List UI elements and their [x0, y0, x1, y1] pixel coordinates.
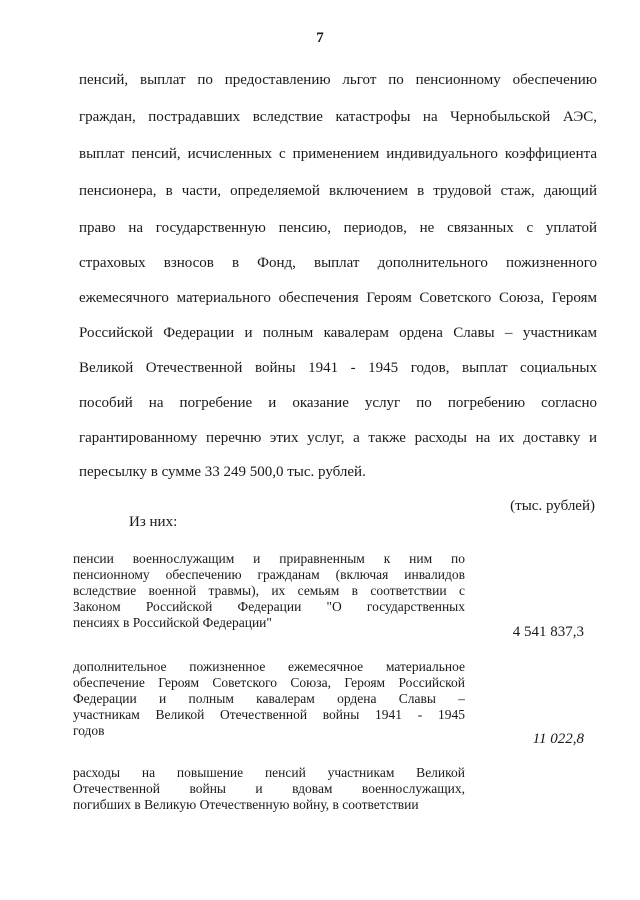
paragraph-line: граждан, пострадавших вследствие катастрофы на Чернобыльской АЭС, [79, 109, 597, 125]
item-text-line: пенсии военнослужащим и приравненным к ним по [73, 551, 465, 566]
item-text-line: участникам Великой Отечественной войны 1941 - 1945 [73, 707, 465, 722]
item-text-line: Законом Российской Федерации "О государственных [73, 599, 465, 614]
paragraph-line: выплат пенсий, исчисленных с применением индивидуального коэффициента [79, 146, 597, 162]
of-which-label: Из них: [129, 514, 178, 530]
budget-item [73, 659, 465, 739]
item-text-line: годов [73, 723, 105, 738]
paragraph-line: ежемесячного материального обеспечения Героям Советского Союза, Героям [79, 290, 597, 306]
item-text-line: погибших в Великую Отечественную войну, в соответствии [73, 797, 419, 812]
item-text-line: пенсиях в Российской Федерации" [73, 615, 272, 630]
item-text-line: вследствие военной травмы), их семьям в соответствии с [73, 583, 465, 598]
item-text-line: Федерации и полным кавалерам ордена Славы – [73, 691, 465, 706]
item-amount: 11 022,8 [532, 731, 584, 747]
item-text-line: пенсионному обеспечению гражданам (включая инвалидов [73, 567, 465, 582]
paragraph-line: пересылку в сумме 33 249 500,0 тыс. рублей. [79, 464, 366, 480]
page-number: 7 [316, 30, 324, 46]
paragraph-line: Великой Отечественной войны 1941 - 1945 годов, выплат социальных [79, 360, 597, 376]
paragraph-line: Российской Федерации и полным кавалерам ордена Славы – участникам [79, 325, 597, 341]
budget-item [73, 551, 465, 631]
item-text-line: обеспечение Героям Советского Союза, Героям Российской [73, 675, 465, 690]
budget-item [73, 765, 465, 813]
units-label: (тыс. рублей) [510, 498, 595, 514]
paragraph-line: право на государственную пенсию, периодов, не связанных с уплатой [79, 220, 597, 236]
item-text-line: расходы на повышение пенсий участникам Великой [73, 765, 465, 780]
paragraph-line: пенсий, выплат по предоставлению льгот по пенсионному обеспечению [79, 72, 597, 88]
paragraph-line: страховых взносов в Фонд, выплат дополнительного пожизненного [79, 255, 597, 271]
paragraph-line: гарантированному перечню этих услуг, а также расходы на их доставку и [79, 430, 597, 446]
paragraph-line: пособий на погребение и оказание услуг по погребению согласно [79, 395, 597, 411]
item-text-line: Отечественной войны и вдовам военнослужащих, [73, 781, 465, 796]
item-text-line: дополнительное пожизненное ежемесячное материальное [73, 659, 465, 674]
item-amount: 4 541 837,3 [512, 624, 584, 640]
paragraph-line: пенсионера, в части, определяемой включением в трудовой стаж, дающий [79, 183, 597, 199]
